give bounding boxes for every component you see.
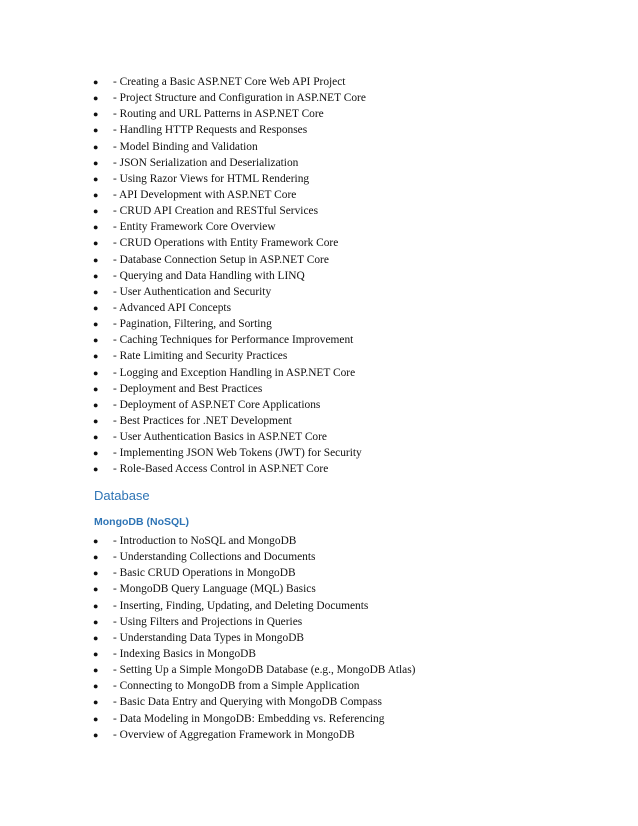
list-item-text: - Basic CRUD Operations in MongoDB <box>113 567 296 580</box>
list-item <box>0 381 638 397</box>
list-item-text: - CRUD API Creation and RESTful Services <box>113 205 319 218</box>
list-item <box>0 549 638 565</box>
bullet-icon: ● <box>93 93 99 104</box>
list-item <box>0 397 638 413</box>
list-item-text: - CRUD Operations with Entity Framework Core <box>113 237 339 250</box>
bullet-icon: ● <box>93 648 99 659</box>
list-item <box>0 235 638 251</box>
bullet-icon: ● <box>93 568 99 579</box>
list-item <box>0 445 638 461</box>
list-item <box>0 630 638 646</box>
list-item <box>0 461 638 477</box>
list-item-text: - Routing and URL Patterns in ASP.NET Core <box>113 108 324 121</box>
bullet-icon: ● <box>93 697 99 708</box>
list-item <box>0 122 638 138</box>
list-item-text: - Entity Framework Core Overview <box>113 221 276 234</box>
bullet-icon: ● <box>93 415 99 426</box>
list-item-text: - Caching Techniques for Performance Improvement <box>113 334 354 347</box>
list-item-text: - Data Modeling in MongoDB: Embedding vs. Referencing <box>113 712 385 725</box>
mongodb-heading: MongoDB (NoSQL) <box>94 516 190 528</box>
list-item <box>0 662 638 678</box>
bullet-icon: ● <box>93 713 99 724</box>
list-item-text: - Role-Based Access Control in ASP.NET Core <box>113 463 329 476</box>
bullet-icon: ● <box>93 383 99 394</box>
list-item <box>0 694 638 710</box>
bullet-icon: ● <box>93 665 99 676</box>
list-item-text: - Understanding Data Types in MongoDB <box>113 631 305 644</box>
list-item <box>0 74 638 90</box>
list-item <box>0 139 638 155</box>
list-item-text: - Using Razor Views for HTML Rendering <box>113 172 310 185</box>
list-item-text: - Indexing Basics in MongoDB <box>113 647 257 660</box>
bullet-icon: ● <box>93 464 99 475</box>
list-item-text: - Creating a Basic ASP.NET Core Web API Project <box>113 76 346 88</box>
bullet-icon: ● <box>93 552 99 563</box>
list-item <box>0 316 638 332</box>
list-item-text: - Best Practices for .NET Development <box>113 414 292 427</box>
list-item-text: - User Authentication Basics in ASP.NET Core <box>113 431 327 444</box>
bullet-icon: ● <box>93 319 99 330</box>
list-item-text: - Basic Data Entry and Querying with MongoDB Compass <box>113 696 382 709</box>
bullet-icon: ● <box>93 584 99 595</box>
list-item-text: - Advanced API Concepts <box>113 301 231 314</box>
bullet-icon: ● <box>93 729 99 740</box>
bullet-icon: ● <box>93 141 99 152</box>
list-item-text: - API Development with ASP.NET Core <box>113 188 297 201</box>
list-item <box>0 284 638 300</box>
list-item <box>0 614 638 630</box>
list-item <box>0 581 638 597</box>
list-item-text: - Querying and Data Handling with LINQ <box>113 269 305 282</box>
bullet-icon: ● <box>93 448 99 459</box>
list-item <box>0 171 638 187</box>
list-item <box>0 252 638 268</box>
bullet-icon: ● <box>93 238 99 249</box>
list-item-text: - Introduction to NoSQL and MongoDB <box>113 535 297 547</box>
bullet-icon: ● <box>93 681 99 692</box>
bullet-icon: ● <box>93 189 99 200</box>
list-item <box>0 533 638 549</box>
bullet-icon: ● <box>93 286 99 297</box>
bullet-icon: ● <box>93 367 99 378</box>
list-item <box>0 365 638 381</box>
bullet-icon: ● <box>93 351 99 362</box>
bullet-icon: ● <box>93 77 99 87</box>
list-item-text: - Project Structure and Configuration in ASP.NET Core <box>113 92 366 105</box>
list-item <box>0 219 638 235</box>
list-item <box>0 678 638 694</box>
list-item <box>0 155 638 171</box>
database-heading: Database <box>94 488 150 503</box>
list-item <box>0 187 638 203</box>
bullet-icon: ● <box>93 125 99 136</box>
aspnet-topic-list <box>0 74 638 478</box>
bullet-icon: ● <box>93 536 99 546</box>
list-item-text: - User Authentication and Security <box>113 285 272 298</box>
list-item <box>0 203 638 219</box>
bullet-icon: ● <box>93 222 99 233</box>
list-item-text: - Connecting to MongoDB from a Simple Application <box>113 680 360 693</box>
list-item-text: - Implementing JSON Web Tokens (JWT) for Security <box>113 447 362 460</box>
list-item-text: - Database Connection Setup in ASP.NET Core <box>113 253 329 266</box>
list-item-text: - Using Filters and Projections in Queries <box>113 615 303 628</box>
bullet-icon: ● <box>93 616 99 627</box>
list-item-text: - Inserting, Finding, Updating, and Deleting Documents <box>113 599 369 612</box>
list-item <box>0 727 638 743</box>
bullet-icon: ● <box>93 335 99 346</box>
bullet-icon: ● <box>93 206 99 217</box>
list-item-text: - Understanding Collections and Documents <box>113 551 316 564</box>
list-item <box>0 300 638 316</box>
list-item-text: - Pagination, Filtering, and Sorting <box>113 318 272 331</box>
bullet-icon: ● <box>93 600 99 611</box>
bullet-icon: ● <box>93 270 99 281</box>
list-item <box>0 565 638 581</box>
list-item <box>0 268 638 284</box>
list-item <box>0 90 638 106</box>
list-item <box>0 429 638 445</box>
bullet-icon: ● <box>93 109 99 120</box>
list-item-text: - Deployment of ASP.NET Core Applications <box>113 398 321 411</box>
list-item-text: - Setting Up a Simple MongoDB Database (e.g., MongoDB Atlas) <box>113 664 416 677</box>
list-item <box>0 332 638 348</box>
bullet-icon: ● <box>93 432 99 443</box>
mongodb-topic-list <box>0 533 638 743</box>
bullet-icon: ● <box>93 254 99 265</box>
list-item-text: - Deployment and Best Practices <box>113 382 263 395</box>
list-item-text: - Model Binding and Validation <box>113 140 258 153</box>
list-item-text: - Handling HTTP Requests and Responses <box>113 124 308 137</box>
list-item <box>0 711 638 727</box>
list-item <box>0 646 638 662</box>
bullet-icon: ● <box>93 302 99 313</box>
bullet-icon: ● <box>93 157 99 168</box>
bullet-icon: ● <box>93 399 99 410</box>
list-item-text: - MongoDB Query Language (MQL) Basics <box>113 583 316 596</box>
list-item-text: - Rate Limiting and Security Practices <box>113 350 288 363</box>
bullet-icon: ● <box>93 632 99 643</box>
list-item <box>0 413 638 429</box>
list-item-text: - Overview of Aggregation Framework in MongoDB <box>113 728 355 741</box>
list-item-text: - JSON Serialization and Deserialization <box>113 156 299 169</box>
bullet-icon: ● <box>93 173 99 184</box>
list-item-text: - Logging and Exception Handling in ASP.NET Core <box>113 366 356 379</box>
list-item <box>0 598 638 614</box>
list-item <box>0 106 638 122</box>
list-item <box>0 348 638 364</box>
